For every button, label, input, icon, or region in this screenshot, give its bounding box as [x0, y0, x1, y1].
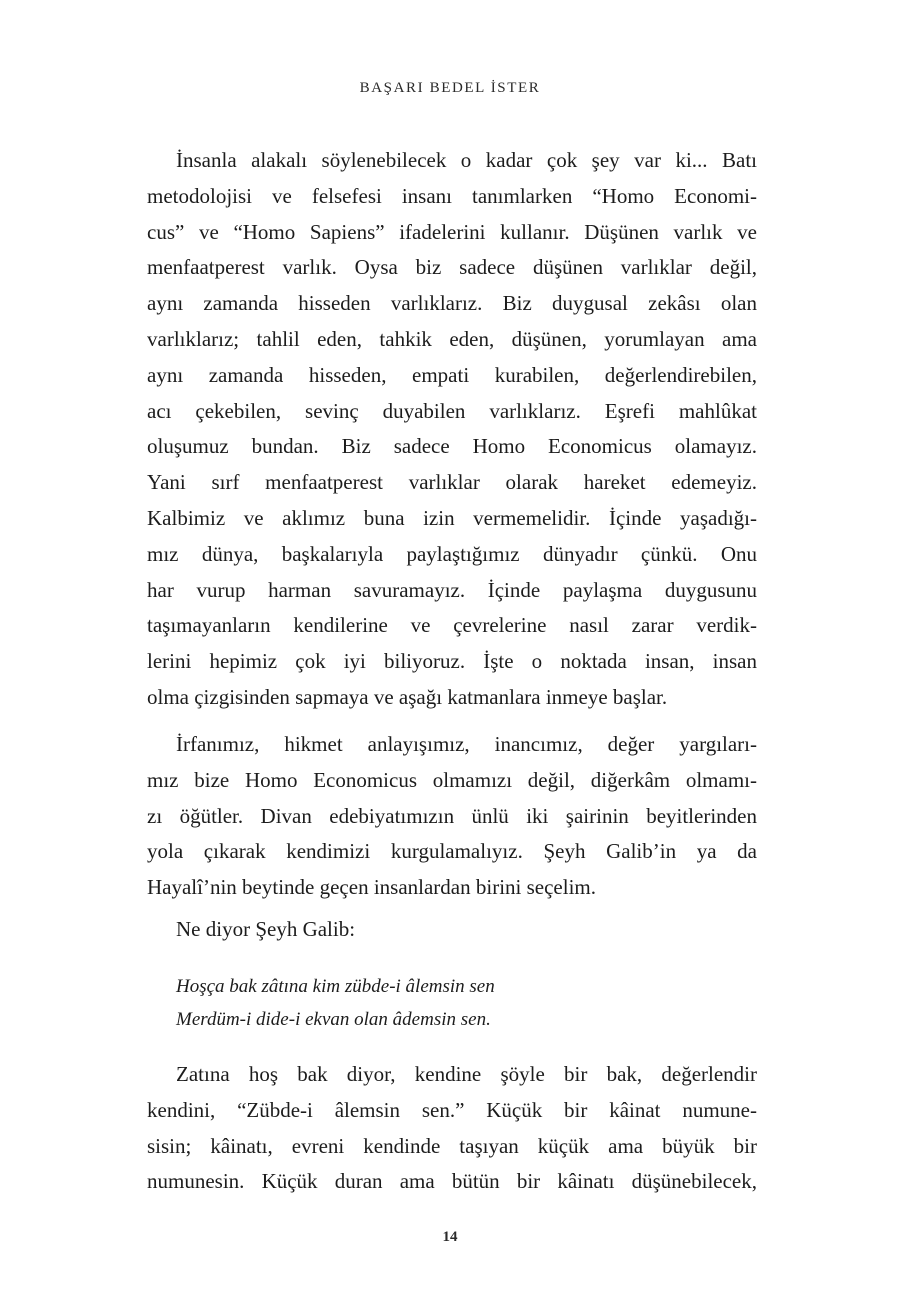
text-line: Hayalî’nin beytinde geçen insanlardan birini seçelim.: [147, 875, 597, 900]
text-line: olma çizgisinden sapmaya ve aşağı katmanlara inmeye başlar.: [147, 684, 668, 709]
text-line: lerini hepimiz çok iyi biliyoruz. İşte o noktada insan, insan: [147, 649, 757, 674]
text-line: metodolojisi ve felsefesi insanı tanımlarken “Homo Economi-: [147, 183, 757, 208]
running-header: BAŞARI BEDEL İSTER: [359, 80, 541, 96]
text-line: varlıklarız; tahlil eden, tahkik eden, düşünen, yorumlayan ama: [147, 326, 757, 351]
paragraph-1: [147, 143, 757, 716]
text-line: har vurup harman savuramayız. İçinde paylaşma duygusunu: [147, 577, 757, 602]
text-line: Yani sırf menfaatperest varlıklar olarak hareket edemeyiz.: [147, 470, 757, 495]
verse-quote: [147, 970, 757, 1036]
text-line: numunesin. Küçük duran ama bütün bir kâinatı düşünebilecek,: [147, 1169, 757, 1194]
paragraph-4: [147, 1057, 757, 1200]
text-line: mız dünya, başkalarıyla paylaştığımız dünyadır çünkü. Onu: [147, 541, 757, 566]
text-line: İrfanımız, hikmet anlayışımız, inancımız, değer yargıları-: [176, 732, 757, 756]
text-line: sisin; kâinatı, evreni kendinde taşıyan küçük ama büyük bir: [147, 1133, 757, 1158]
text-line: mız bize Homo Economicus olmamızı değil, diğerkâm olmamı-: [147, 767, 757, 792]
verse-line: Merdüm-i dide-i ekvan olan âdemsin sen.: [176, 1009, 491, 1030]
text-line: aynı zamanda hisseden varlıklarız. Biz duygusal zekâsı olan: [147, 291, 757, 316]
text-line: taşımayanların kendilerine ve çevrelerine nasıl zarar verdik-: [147, 613, 757, 638]
text-line: Kalbimiz ve aklımız buna izin vermemelidir. İçinde yaşadığı-: [147, 505, 757, 530]
text-line: menfaatperest varlık. Oysa biz sadece düşünen varlıklar değil,: [147, 255, 757, 280]
text-line: zı öğütler. Divan edebiyatımızın ünlü iki şairinin beyitlerinden: [147, 803, 757, 828]
text-line: İnsanla alakalı söylenebilecek o kadar çok şey var ki... Batı: [176, 148, 757, 172]
text-line: acı çekebilen, sevinç duyabilen varlıklarız. Eşrefi mahlûkat: [147, 398, 757, 423]
paragraph-3: [147, 912, 757, 948]
text-line: kendini, “Zübde-i âlemsin sen.” Küçük bir kâinat numune-: [147, 1097, 757, 1122]
paragraph-2: [147, 727, 757, 906]
text-line: aynı zamanda hisseden, empati kurabilen, değerlendirebilen,: [147, 362, 757, 387]
text-line: yola çıkarak kendimizi kurgulamalıyız. Şeyh Galib’in ya da: [147, 839, 757, 864]
text-line: Zatına hoş bak diyor, kendine şöyle bir bak, değerlendir: [176, 1062, 757, 1086]
page-number: 14: [442, 1229, 458, 1245]
text-line: cus” ve “Homo Sapiens” ifadelerini kullanır. Düşünen varlık ve: [147, 219, 757, 244]
text-line: oluşumuz bundan. Biz sadece Homo Economicus olamayız.: [147, 434, 757, 459]
verse-line: Hoşça bak zâtına kim zübde-i âlemsin sen: [176, 976, 495, 997]
text-line: Ne diyor Şeyh Galib:: [176, 917, 356, 941]
